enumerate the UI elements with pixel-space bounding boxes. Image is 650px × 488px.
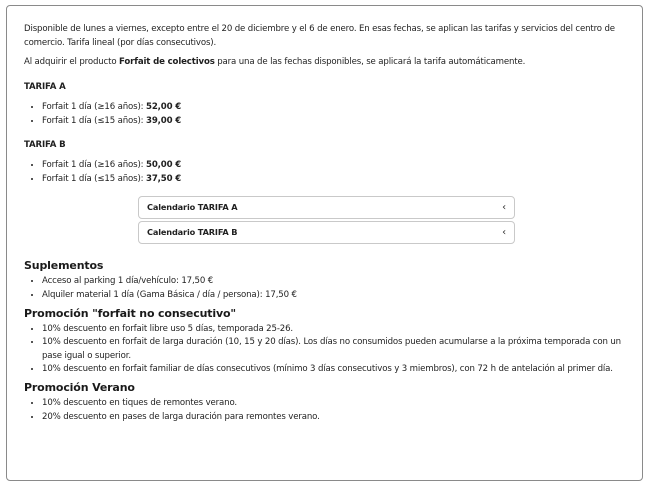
list-item: • 10% descuento en forfait de larga duración (10, 15 y 20 días). Los días no consumidos pueden acumularse a la próxima temporada con un pase igual o superior. [42, 336, 629, 363]
price-label: Forfait 1 día (≤15 años): [42, 173, 146, 184]
notice-before: Al adquirir el producto [24, 57, 120, 68]
accordion-calendario-tarifa-b[interactable] [138, 221, 515, 244]
accordion-calendario-tarifa-a[interactable] [138, 196, 515, 219]
list-item [42, 101, 629, 115]
tarifa-a-heading: TARIFA A [24, 81, 66, 92]
price-value: 50,00 € [146, 160, 182, 171]
notice-text [24, 56, 629, 70]
promo-verano-heading: Promoción Verano [24, 380, 135, 394]
promo-no-consecutivo-heading: Promoción "forfait no consecutivo" [24, 306, 237, 320]
notice-after: para una de las fechas disponibles, se aplicará la tarifa automáticamente. [214, 57, 526, 68]
price-label: Forfait 1 día (≤15 años): [42, 115, 146, 126]
calendar-accordions [138, 196, 515, 244]
list-item: • 10% descuento en forfait familiar de días consecutivos (mínimo 3 días consecutivos y 3 miembros), con 72 h de antelación al primer día. [42, 363, 629, 377]
price-label: Forfait 1 día (≥16 años): [42, 160, 146, 171]
suplementos-list [24, 275, 629, 302]
price-value: 37,50 € [146, 173, 182, 184]
chevron-left-icon: ‹ [502, 227, 506, 239]
list-item: • 20% descuento en pases de larga duración para remontes verano. [42, 411, 629, 425]
intro-text: Disponible de lunes a viernes, excepto entre el 20 de diciembre y el 6 de enero. En esas fechas, se aplican las tarifas y servicios del centro de comercio. Tarifa lineal (por días consecutivos). [24, 24, 615, 48]
list-item: • Alquiler material 1 día (Gama Básica / día / persona): 17,50 € [42, 289, 629, 303]
tarifa-b-list [24, 159, 629, 186]
tarifa-a-list [24, 101, 629, 128]
price-label: Forfait 1 día (≥16 años): [42, 102, 146, 113]
list-item: • Acceso al parking 1 día/vehículo: 17,50 € [42, 275, 629, 289]
tarifa-b-heading: TARIFA B [24, 139, 66, 150]
price-value: 52,00 € [146, 102, 182, 113]
list-item [42, 173, 629, 187]
suplementos-heading: Suplementos [24, 259, 104, 273]
list-item: • 10% descuento en tiques de remontes verano. [42, 397, 629, 411]
list-item [42, 159, 629, 173]
list-item [42, 115, 629, 129]
info-card [6, 5, 643, 481]
accordion-label: Calendario TARIFA B [147, 227, 238, 238]
promo-verano-list [24, 397, 629, 424]
chevron-left-icon: ‹ [502, 202, 506, 214]
list-item: • 10% descuento en forfait libre uso 5 días, temporada 25-26. [42, 323, 629, 337]
price-value: 39,00 € [146, 115, 182, 126]
accordion-label: Calendario TARIFA A [147, 202, 238, 213]
card-content [24, 23, 629, 424]
promo-no-consecutivo-list [24, 323, 629, 377]
product-name: Forfait de colectivos [119, 57, 215, 68]
